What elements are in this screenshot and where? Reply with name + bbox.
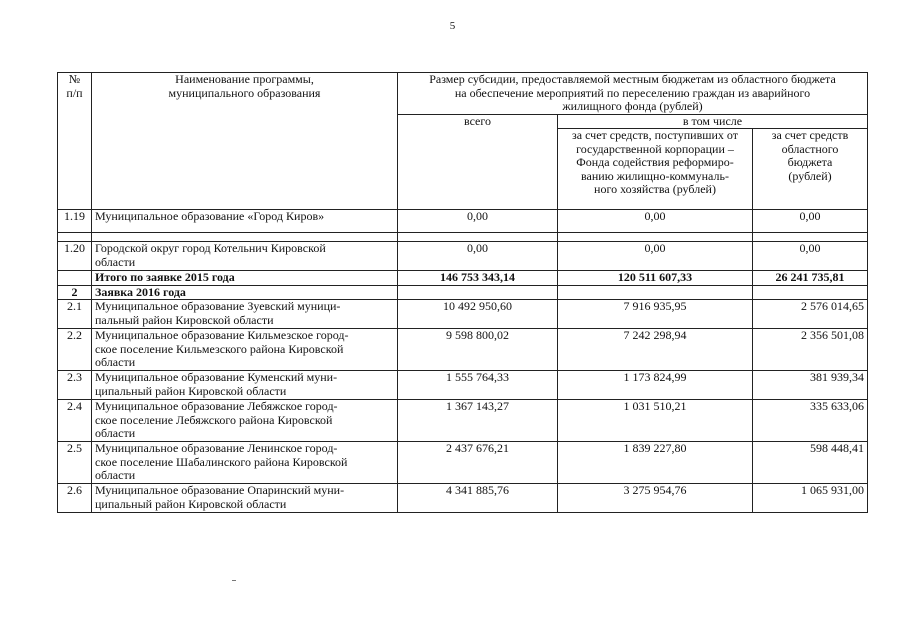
row-no: [58, 271, 92, 286]
row-total: 2 437 676,21: [398, 442, 558, 484]
row-total: 4 341 885,76: [398, 484, 558, 513]
row-regional: [753, 285, 868, 300]
row-total: 0,00: [398, 242, 558, 271]
row-fund: 7 242 298,94: [558, 329, 753, 371]
row-name: Муниципальное образование Ленинское город- ское поселение Шабалинского района Кировской области: [92, 442, 398, 484]
row-fund: [558, 285, 753, 300]
row-fund: 1 031 510,21: [558, 400, 753, 442]
row-fund: 1 839 227,80: [558, 442, 753, 484]
header-subsidy-size: Размер субсидии, предоставляемой местным бюджетам из областного бюджета на обеспечение мероприятий по переселению граждан из аварийного жилищного фонда (рублей): [398, 73, 868, 115]
table-row: [58, 329, 868, 371]
table-row: [58, 300, 868, 329]
row-total: 146 753 343,14: [398, 271, 558, 286]
table-row: [58, 371, 868, 400]
row-name: Муниципальное образование Кильмезское город- ское поселение Кильмезского района Кировской области: [92, 329, 398, 371]
subsidy-table: [57, 72, 868, 513]
header-fund: за счет средств, поступивших от государственной корпорации – Фонда содействия реформиро- ванию жилищно-коммуналь- ного хозяйства (рублей): [558, 129, 753, 210]
row-fund: 3 275 954,76: [558, 484, 753, 513]
row-regional: 335 633,06: [753, 400, 868, 442]
header-regional: за счет средств областного бюджета (рублей): [753, 129, 868, 210]
row-no: 2.5: [58, 442, 92, 484]
row-total: 1 367 143,27: [398, 400, 558, 442]
table-row: [58, 442, 868, 484]
row-fund: 0,00: [558, 210, 753, 233]
row-total: 0,00: [398, 210, 558, 233]
row-name: Итого по заявке 2015 года: [92, 271, 398, 286]
row-no: 1.19: [58, 210, 92, 233]
header-no: № п/п: [58, 73, 92, 210]
table-row: [58, 484, 868, 513]
table-row: [58, 242, 868, 271]
row-regional: 0,00: [753, 242, 868, 271]
row-regional: 381 939,34: [753, 371, 868, 400]
table-row-section: [58, 285, 868, 300]
row-regional: 26 241 735,81: [753, 271, 868, 286]
row-name: Муниципальное образование Опаринский муни- ципальный район Кировской области: [92, 484, 398, 513]
header-including: в том числе: [558, 114, 868, 129]
row-name: Городской округ город Котельнич Кировской области: [92, 242, 398, 271]
row-total: [398, 285, 558, 300]
row-fund: 0,00: [558, 242, 753, 271]
row-fund: 7 916 935,95: [558, 300, 753, 329]
row-name: Муниципальное образование Куменский муни- ципальный район Кировской области: [92, 371, 398, 400]
row-regional: 2 356 501,08: [753, 329, 868, 371]
row-name: Муниципальное образование Лебяжское город- ское поселение Лебяжского района Кировской области: [92, 400, 398, 442]
row-no: 2.1: [58, 300, 92, 329]
row-regional: 2 576 014,65: [753, 300, 868, 329]
row-no: 2.2: [58, 329, 92, 371]
row-regional: 598 448,41: [753, 442, 868, 484]
row-regional: 1 065 931,00: [753, 484, 868, 513]
header-name: Наименование программы, муниципального образования: [92, 73, 398, 210]
row-no: 2.6: [58, 484, 92, 513]
table-row: [58, 400, 868, 442]
row-total: 9 598 800,02: [398, 329, 558, 371]
scan-speck: [232, 580, 236, 581]
row-name: Муниципальное образование «Город Киров»: [92, 210, 398, 233]
row-name: Заявка 2016 года: [92, 285, 398, 300]
row-name: Муниципальное образование Зуевский муници- пальный район Кировской области: [92, 300, 398, 329]
row-fund: 120 511 607,33: [558, 271, 753, 286]
page-number: 5: [449, 20, 456, 32]
row-no: 1.20: [58, 242, 92, 271]
row-regional: 0,00: [753, 210, 868, 233]
row-total: 1 555 764,33: [398, 371, 558, 400]
row-fund: 1 173 824,99: [558, 371, 753, 400]
table-row: [58, 210, 868, 233]
header-total: всего: [398, 114, 558, 210]
table-row-subtotal: [58, 271, 868, 286]
row-total: 10 492 950,60: [398, 300, 558, 329]
row-no: 2.3: [58, 371, 92, 400]
row-no: 2: [58, 285, 92, 300]
row-no: 2.4: [58, 400, 92, 442]
